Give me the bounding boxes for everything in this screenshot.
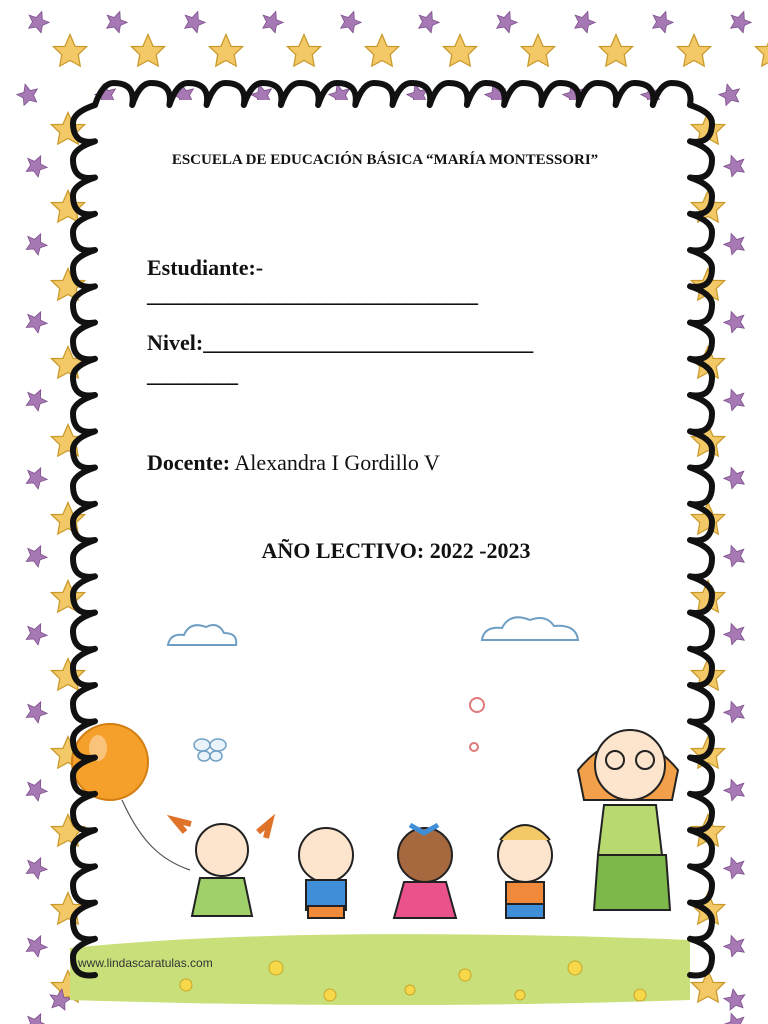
star-icon [209, 35, 242, 67]
teacher-name: Alexandra I Gordillo V [234, 450, 440, 475]
star-icon [599, 35, 632, 67]
star-icon [287, 35, 320, 67]
star-icon [721, 308, 748, 334]
child-icon [498, 825, 552, 918]
star-icon [649, 8, 676, 34]
level-label: Nivel: [147, 330, 204, 355]
student-blank-line: _________________________________ [147, 282, 477, 307]
star-icon [717, 81, 743, 106]
level-blank-line-continued: _________ [147, 362, 237, 387]
star-icon [443, 35, 476, 67]
star-icon [721, 698, 748, 724]
level-blank-line: ______________________________ [203, 330, 534, 355]
star-icon [727, 8, 754, 34]
star-icon [365, 35, 398, 67]
star-icon [721, 230, 748, 256]
star-icon [721, 386, 748, 412]
child-icon [394, 825, 456, 918]
star-icon [755, 35, 768, 67]
child-icon [299, 828, 353, 918]
star-icon [721, 542, 748, 568]
star-icon [721, 152, 748, 178]
star-icon [723, 987, 747, 1011]
star-icon [103, 8, 130, 34]
star-icon [493, 8, 520, 34]
star-icon [53, 35, 86, 67]
star-icon [23, 463, 51, 490]
star-icon [571, 8, 598, 34]
star-icon [259, 8, 286, 34]
star-icon [23, 619, 51, 646]
star-icon [23, 229, 51, 256]
teacher-label: Docente: [147, 450, 231, 475]
star-icon [521, 35, 554, 67]
website-credit: www.lindascaratulas.com [78, 956, 213, 970]
school-year: AÑO LECTIVO: 2022 -2023 [261, 538, 531, 563]
star-icon [51, 503, 84, 535]
star-icon [23, 541, 51, 568]
star-icon [337, 8, 364, 34]
star-icon [25, 8, 52, 34]
star-icon [23, 853, 51, 880]
star-icon [721, 932, 748, 958]
star-icon [51, 347, 84, 379]
star-icon [721, 620, 748, 646]
star-icon [23, 151, 51, 178]
star-icon [23, 697, 51, 724]
star-icon [23, 385, 51, 412]
star-icon [15, 81, 41, 106]
star-icon [415, 8, 442, 34]
star-icon [721, 1010, 748, 1024]
star-icon [721, 464, 748, 490]
star-icon [181, 8, 208, 34]
student-label: Estudiante:- [147, 255, 264, 280]
star-icon [677, 35, 710, 67]
star-icon [51, 191, 84, 223]
star-icon [721, 776, 748, 802]
star-icon [23, 775, 51, 802]
teacher-field [147, 450, 440, 476]
star-icon [23, 931, 51, 958]
star-icon [131, 35, 164, 67]
level-field [147, 330, 533, 356]
star-icon [23, 1009, 51, 1024]
star-icon [721, 854, 748, 880]
star-icon [23, 307, 51, 334]
school-name: ESCUELA DE EDUCACIÓN BÁSICA “MARÍA MONTESSORI” [171, 152, 599, 168]
